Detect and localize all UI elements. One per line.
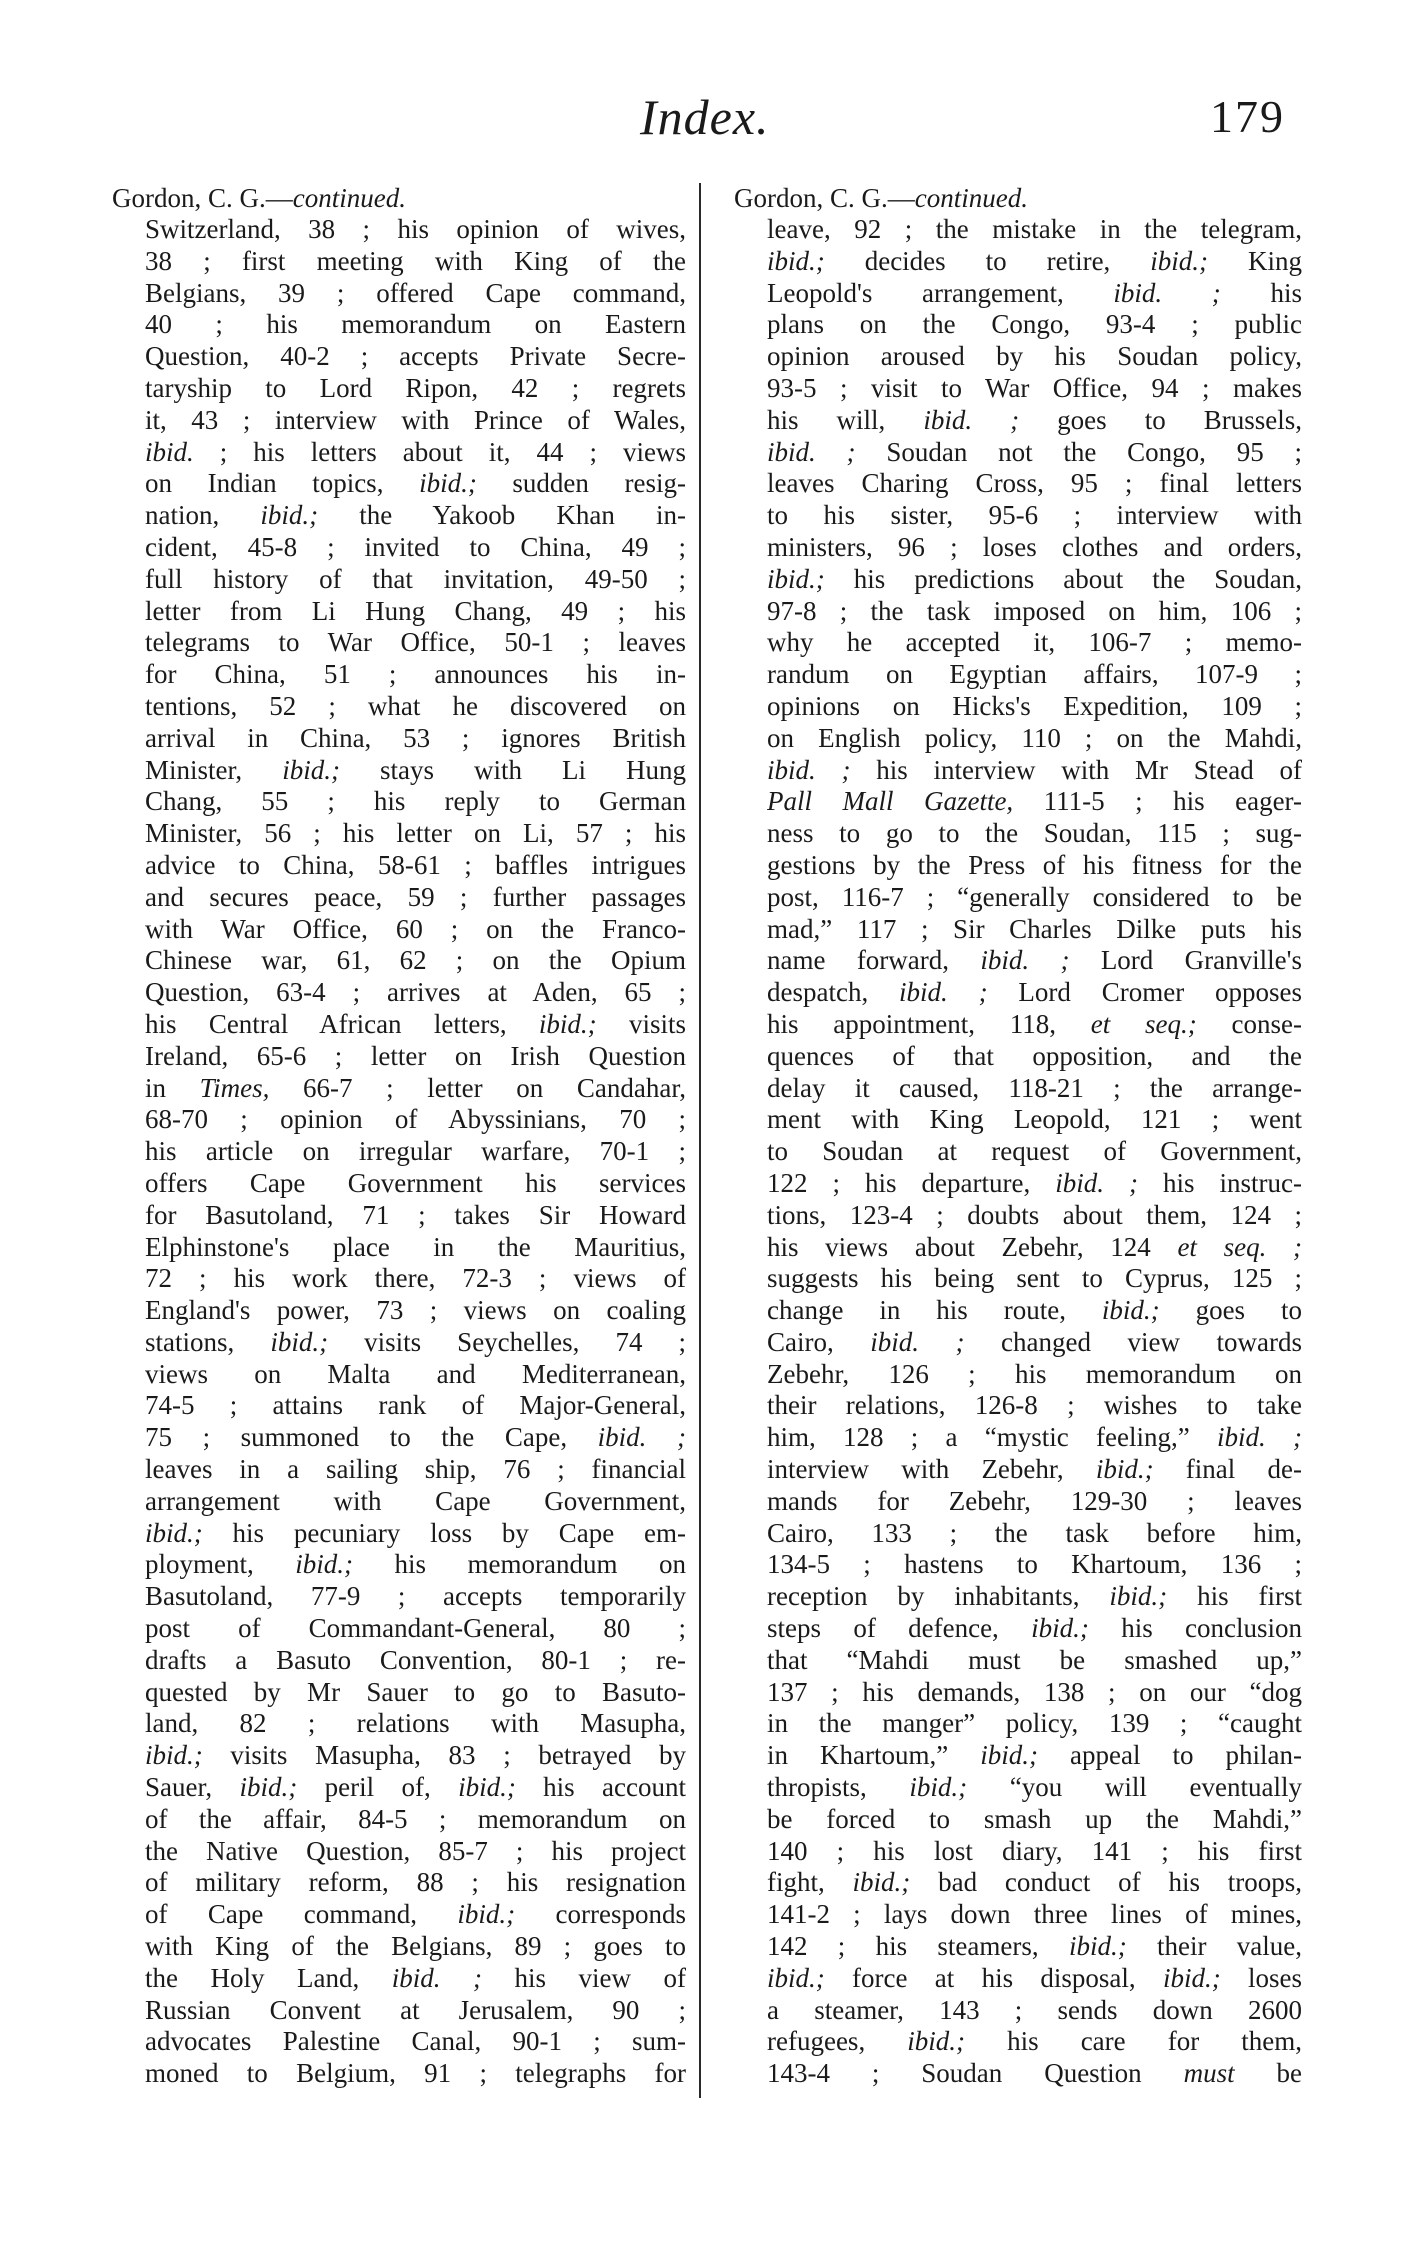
italic-text: Pall Mall Gazette, xyxy=(767,786,1014,817)
index-line: telegrams to War Office, 50-1 ; leaves xyxy=(145,627,686,658)
italic-text: ibid.; xyxy=(260,500,319,531)
line-text: his view of xyxy=(482,1962,686,1993)
index-line xyxy=(767,786,1302,818)
line-text: 75 ; summoned to the Cape, xyxy=(145,1422,598,1453)
index-line xyxy=(145,755,686,787)
index-line xyxy=(767,1454,1302,1486)
line-text: changed view towards xyxy=(964,1326,1302,1357)
index-line: 38 ; first meeting with King of the xyxy=(145,245,686,276)
index-line: tions, 123-4 ; doubts about them, 124 ; xyxy=(767,1199,1302,1230)
line-text: the Yakoob Khan in- xyxy=(318,500,686,531)
index-line: Chang, 55 ; his reply to German xyxy=(145,786,686,817)
index-line xyxy=(145,1518,686,1550)
italic-text: ibid.; xyxy=(852,1867,911,1898)
line-text: peril of, xyxy=(297,1772,459,1803)
line-text: his appointment, 118, xyxy=(767,1008,1091,1039)
italic-text: ibid. ; xyxy=(980,945,1070,976)
index-line: drafts a Basuto Convention, 80-1 ; re- xyxy=(145,1644,686,1675)
line-text: his views about Zebehr, 124 xyxy=(767,1231,1178,1262)
italic-text: ibid. ; xyxy=(1113,277,1221,308)
index-line: Question, 63-4 ; arrives at Aden, 65 ; xyxy=(145,977,686,1008)
italic-text: ibid. ; xyxy=(1216,1422,1302,1453)
italic-text: ibid.; xyxy=(909,1772,968,1803)
line-text: Lord Cromer opposes xyxy=(987,977,1302,1008)
line-text: in Khartoum,” xyxy=(767,1740,981,1771)
italic-text: ibid.; xyxy=(295,1549,353,1580)
line-text: nation, xyxy=(145,500,261,531)
italic-text: ibid.; xyxy=(239,1772,298,1803)
index-line: and secures peace, 59 ; further passages xyxy=(145,881,686,912)
index-line: plans on the Congo, 93-4 ; public xyxy=(767,309,1302,340)
index-line: 93-5 ; visit to War Office, 94 ; makes xyxy=(767,372,1302,403)
index-line: England's power, 73 ; views on coaling xyxy=(145,1295,686,1326)
line-text: Leopold's arrangement, xyxy=(767,277,1114,308)
line-text: Minister, xyxy=(145,754,283,785)
index-line: the Native Question, 85-7 ; his project xyxy=(145,1835,686,1866)
line-text: his interview with Mr Stead of xyxy=(850,754,1302,785)
index-line xyxy=(145,1549,686,1581)
index-line: that “Mahdi must be smashed up,” xyxy=(767,1644,1302,1675)
italic-text: ibid.; xyxy=(1068,1931,1127,1962)
italic-text: ibid. ; xyxy=(597,1422,686,1453)
index-line: of the affair, 84-5 ; memorandum on xyxy=(145,1803,686,1834)
italic-text: Times, xyxy=(199,1072,270,1103)
index-line: 137 ; his demands, 138 ; on our “dog xyxy=(767,1676,1302,1707)
italic-text: ibid. ; xyxy=(899,977,988,1008)
index-line: 97-8 ; the task imposed on him, 106 ; xyxy=(767,595,1302,626)
italic-text: ibid. ; xyxy=(870,1326,965,1357)
index-line: tentions, 52 ; what he discovered on xyxy=(145,690,686,721)
index-line: Zebehr, 126 ; his memorandum on xyxy=(767,1358,1302,1389)
index-line: leave, 92 ; the mistake in the telegram, xyxy=(767,214,1302,244)
line-text: 143-4 ; Soudan Question xyxy=(767,2058,1184,2089)
line-text: fight, xyxy=(767,1867,853,1898)
line-text: Sauer, xyxy=(145,1772,240,1803)
left-column xyxy=(112,182,686,2090)
index-line xyxy=(145,1073,686,1105)
index-line: advice to China, 58-61 ; baffles intrigues xyxy=(145,849,686,880)
line-text: on Indian topics, xyxy=(145,468,420,499)
column-divider xyxy=(699,183,701,2098)
index-line: offers Cape Government his services xyxy=(145,1167,686,1198)
index-line xyxy=(767,755,1302,787)
page-title: Index. xyxy=(640,89,770,145)
right-column xyxy=(734,182,1302,2090)
index-lines xyxy=(767,214,1302,2090)
italic-text: ibid.; xyxy=(457,1899,516,1930)
line-text: refugees, xyxy=(767,2026,908,2057)
italic-text: ibid.; xyxy=(1095,1454,1154,1485)
index-line: 141-2 ; lays down three lines of mines, xyxy=(767,1899,1302,1930)
index-lines xyxy=(145,214,686,2090)
index-line: post, 116-7 ; “generally considered to be xyxy=(767,881,1302,912)
index-line xyxy=(767,2058,1302,2090)
index-line: it, 43 ; interview with Prince of Wales, xyxy=(145,404,686,435)
line-text: interview with Zebehr, xyxy=(767,1454,1096,1485)
line-text: his memorandum on xyxy=(353,1549,686,1580)
index-line xyxy=(767,1581,1302,1613)
index-line: their relations, 126-8 ; wishes to take xyxy=(767,1390,1302,1421)
line-text: reception by inhabitants, xyxy=(767,1581,1110,1612)
index-line: 74-5 ; attains rank of Major-General, xyxy=(145,1390,686,1421)
index-line xyxy=(767,1422,1302,1454)
line-text: 111-5 ; his eager- xyxy=(1013,786,1302,817)
line-text: in xyxy=(145,1072,200,1103)
italic-text: ibid.; xyxy=(1150,245,1209,276)
line-text: “you will eventually xyxy=(967,1772,1302,1803)
index-line xyxy=(767,1232,1302,1264)
entry-heading xyxy=(112,182,686,214)
italic-text: ibid.; xyxy=(538,1008,597,1039)
index-line: mad,” 117 ; Sir Charles Dilke puts his xyxy=(767,913,1302,944)
line-text: bad conduct of his troops, xyxy=(910,1867,1302,1898)
index-line: opinions on Hicks's Expedition, 109 ; xyxy=(767,690,1302,721)
line-text: name forward, xyxy=(767,945,981,976)
italic-text: et seq.; xyxy=(1090,1008,1197,1039)
index-line: randum on Egyptian affairs, 107-9 ; xyxy=(767,659,1302,690)
line-text: of Cape command, xyxy=(145,1899,458,1930)
line-text: final de- xyxy=(1153,1454,1302,1485)
line-text: 122 ; his departure, xyxy=(767,1167,1056,1198)
line-text: his conclusion xyxy=(1088,1613,1302,1644)
index-line xyxy=(145,1772,686,1804)
index-line: be forced to smash up the Mahdi,” xyxy=(767,1803,1302,1834)
italic-text: ibid. ; xyxy=(923,404,1020,435)
index-line: views on Malta and Mediterranean, xyxy=(145,1358,686,1389)
index-line: Belgians, 39 ; offered Cape command, xyxy=(145,277,686,308)
line-text: 142 ; his steamers, xyxy=(767,1931,1069,1962)
index-line xyxy=(767,1295,1302,1327)
index-line xyxy=(767,977,1302,1009)
index-line xyxy=(145,437,686,469)
line-text: conse- xyxy=(1196,1008,1302,1039)
line-text: visits Masupha, 83 ; betrayed by xyxy=(202,1740,686,1771)
index-line: 40 ; his memorandum on Eastern xyxy=(145,309,686,340)
italic-text: ibid. ; xyxy=(767,754,851,785)
index-line: gestions by the Press of his fitness for the xyxy=(767,849,1302,880)
index-line xyxy=(767,945,1302,977)
index-line: quences of that opposition, and the xyxy=(767,1040,1302,1071)
index-line xyxy=(145,1327,686,1359)
italic-text: ibid.; xyxy=(767,245,825,276)
index-line: leaves in a sailing ship, 76 ; financial xyxy=(145,1454,686,1485)
index-line: with War Office, 60 ; on the Franco- xyxy=(145,913,686,944)
index-line: Switzerland, 38 ; his opinion of wives, xyxy=(145,214,686,244)
index-line xyxy=(145,1740,686,1772)
index-line: to his sister, 95-6 ; interview with xyxy=(767,500,1302,531)
line-text: his xyxy=(1220,277,1302,308)
heading-name: Gordon, C. G.— xyxy=(112,183,293,213)
line-text: visits xyxy=(596,1008,686,1039)
index-line: Chinese war, 61, 62 ; on the Opium xyxy=(145,945,686,976)
line-text: change in his route, xyxy=(767,1295,1102,1326)
line-text: steps of defence, xyxy=(767,1613,1032,1644)
index-line: 134-5 ; hastens to Khartoum, 136 ; xyxy=(767,1549,1302,1580)
index-line: suggests his being sent to Cyprus, 125 ; xyxy=(767,1263,1302,1294)
line-text: 66-7 ; letter on Candahar, xyxy=(269,1072,686,1103)
index-line: Ireland, 65-6 ; letter on Irish Question xyxy=(145,1040,686,1071)
index-line: Elphinstone's place in the Mauritius, xyxy=(145,1231,686,1262)
index-line xyxy=(767,1740,1302,1772)
page-number: 179 xyxy=(1210,91,1285,142)
line-text: his first xyxy=(1167,1581,1302,1612)
line-text: his pecuniary loss by Cape em- xyxy=(202,1517,686,1548)
index-line: arrival in China, 53 ; ignores British xyxy=(145,722,686,753)
index-line: on English policy, 110 ; on the Mahdi, xyxy=(767,722,1302,753)
line-text: his will, xyxy=(767,404,924,435)
index-line xyxy=(145,1422,686,1454)
line-text: him, 128 ; a “mystic feeling,” xyxy=(767,1422,1217,1453)
index-line: post of Commandant-General, 80 ; xyxy=(145,1613,686,1644)
index-line: arrangement with Cape Government, xyxy=(145,1485,686,1516)
index-line xyxy=(767,278,1302,310)
italic-text: ibid.; xyxy=(1162,1962,1221,1993)
index-line: full history of that invitation, 49-50 ; xyxy=(145,563,686,594)
italic-text: ibid.; xyxy=(419,468,477,499)
italic-text: ibid. ; xyxy=(1055,1167,1138,1198)
index-line: a steamer, 143 ; sends down 2600 xyxy=(767,1994,1302,2025)
index-line xyxy=(767,564,1302,596)
index-line xyxy=(767,1867,1302,1899)
line-text: Cairo, xyxy=(767,1326,871,1357)
index-line xyxy=(767,1772,1302,1804)
index-line: why he accepted it, 106-7 ; memo- xyxy=(767,627,1302,658)
index-line: ministers, 96 ; loses clothes and orders, xyxy=(767,531,1302,562)
italic-text: ibid.; xyxy=(1031,1613,1089,1644)
line-text: his Central African letters, xyxy=(145,1008,539,1039)
index-line: moned to Belgium, 91 ; telegraphs for xyxy=(145,2058,686,2089)
index-line: Question, 40-2 ; accepts Private Secre- xyxy=(145,341,686,372)
index-line: 72 ; his work there, 72-3 ; views of xyxy=(145,1263,686,1294)
index-line: ment with King Leopold, 121 ; went xyxy=(767,1104,1302,1135)
italic-text: ibid. ; xyxy=(767,436,856,467)
index-line: mands for Zebehr, 129-30 ; leaves xyxy=(767,1485,1302,1516)
line-text: ployment, xyxy=(145,1549,296,1580)
heading-continued: continued. xyxy=(914,183,1028,213)
index-line: land, 82 ; relations with Masupha, xyxy=(145,1708,686,1739)
index-line: leaves Charing Cross, 95 ; final letters xyxy=(767,468,1302,499)
index-line xyxy=(767,1931,1302,1963)
italic-text: ibid.; xyxy=(282,754,340,785)
italic-text: et seq. ; xyxy=(1177,1231,1302,1262)
line-text: corresponds xyxy=(515,1899,686,1930)
line-text: loses xyxy=(1220,1962,1302,1993)
italic-text: ibid. ; xyxy=(391,1962,482,1993)
line-text: stays with Li Hung xyxy=(339,754,686,785)
index-line: with King of the Belgians, 89 ; goes to xyxy=(145,1931,686,1962)
line-text: their value, xyxy=(1126,1931,1302,1962)
index-line xyxy=(767,1168,1302,1200)
line-text: force at his disposal, xyxy=(824,1962,1163,1993)
index-line: quested by Mr Sauer to go to Basuto- xyxy=(145,1676,686,1707)
index-line xyxy=(145,1963,686,1995)
italic-text: ibid.; xyxy=(145,1740,203,1771)
line-text: his care for them, xyxy=(965,2026,1302,2057)
index-line: of military reform, 88 ; his resignation xyxy=(145,1867,686,1898)
italic-text: ibid. xyxy=(145,436,194,467)
index-line xyxy=(767,246,1302,278)
line-text: be xyxy=(1234,2058,1302,2089)
line-text: sudden resig- xyxy=(476,468,686,499)
italic-text: ibid.; xyxy=(145,1517,203,1548)
heading-name: Gordon, C. G.— xyxy=(734,183,915,213)
index-line xyxy=(145,1009,686,1041)
italic-text: ibid.; xyxy=(1101,1295,1160,1326)
line-text: Lord Granville's xyxy=(1069,945,1302,976)
index-line xyxy=(145,1899,686,1931)
index-line xyxy=(767,2026,1302,2058)
line-text: King xyxy=(1208,245,1302,276)
italic-text: ibid.; xyxy=(767,1962,825,1993)
index-line: Cairo, 133 ; the task before him, xyxy=(767,1517,1302,1548)
index-line xyxy=(767,1963,1302,1995)
index-line: letter from Li Hung Chang, 49 ; his xyxy=(145,595,686,626)
italic-text: ibid.; xyxy=(1109,1581,1168,1612)
index-line: advocates Palestine Canal, 90-1 ; sum- xyxy=(145,2026,686,2057)
line-text: Soudan not the Congo, 95 ; xyxy=(855,436,1302,467)
index-line: for Basutoland, 71 ; takes Sir Howard xyxy=(145,1199,686,1230)
running-head xyxy=(0,88,1406,148)
index-line: Minister, 56 ; his letter on Li, 57 ; his xyxy=(145,818,686,849)
line-text: ; his letters about it, 44 ; views xyxy=(193,436,686,467)
italic-text: must xyxy=(1183,2058,1235,2089)
line-text: despatch, xyxy=(767,977,900,1008)
italic-text: ibid.; xyxy=(980,1740,1038,1771)
line-text: goes to xyxy=(1159,1295,1302,1326)
line-text: his account xyxy=(515,1772,686,1803)
italic-text: ibid.; xyxy=(458,1772,516,1803)
entry-heading xyxy=(734,182,1302,214)
index-line: to Soudan at request of Government, xyxy=(767,1136,1302,1167)
index-line xyxy=(767,1613,1302,1645)
line-text: stations, xyxy=(145,1326,271,1357)
italic-text: ibid.; xyxy=(270,1326,329,1357)
index-line xyxy=(767,437,1302,469)
line-text: the Holy Land, xyxy=(145,1962,392,1993)
index-line: ness to go to the Soudan, 115 ; sug- xyxy=(767,818,1302,849)
index-line xyxy=(145,500,686,532)
line-text: appeal to philan- xyxy=(1038,1740,1302,1771)
italic-text: ibid.; xyxy=(907,2026,966,2057)
index-line: 140 ; his lost diary, 141 ; his first xyxy=(767,1835,1302,1866)
line-text: his instruc- xyxy=(1138,1167,1302,1198)
index-line: 68-70 ; opinion of Abyssinians, 70 ; xyxy=(145,1104,686,1135)
line-text: thropists, xyxy=(767,1772,910,1803)
index-line xyxy=(145,468,686,500)
heading-continued: continued. xyxy=(292,183,406,213)
index-line: taryship to Lord Ripon, 42 ; regrets xyxy=(145,372,686,403)
index-line: his article on irregular warfare, 70-1 ; xyxy=(145,1136,686,1167)
line-text: goes to Brussels, xyxy=(1019,404,1302,435)
line-text: his predictions about the Soudan, xyxy=(824,563,1302,594)
index-line xyxy=(767,1327,1302,1359)
index-line xyxy=(767,1009,1302,1041)
index-line: delay it caused, 118-21 ; the arrange- xyxy=(767,1072,1302,1103)
index-line: cident, 45-8 ; invited to China, 49 ; xyxy=(145,531,686,562)
index-line: for China, 51 ; announces his in- xyxy=(145,659,686,690)
index-line: Basutoland, 77-9 ; accepts temporarily xyxy=(145,1581,686,1612)
index-line: Russian Convent at Jerusalem, 90 ; xyxy=(145,1994,686,2025)
italic-text: ibid.; xyxy=(767,563,825,594)
index-line: opinion aroused by his Soudan policy, xyxy=(767,341,1302,372)
line-text: decides to retire, xyxy=(824,245,1151,276)
index-line: in the manger” policy, 139 ; “caught xyxy=(767,1708,1302,1739)
index-line xyxy=(767,405,1302,437)
line-text: visits Seychelles, 74 ; xyxy=(328,1326,686,1357)
